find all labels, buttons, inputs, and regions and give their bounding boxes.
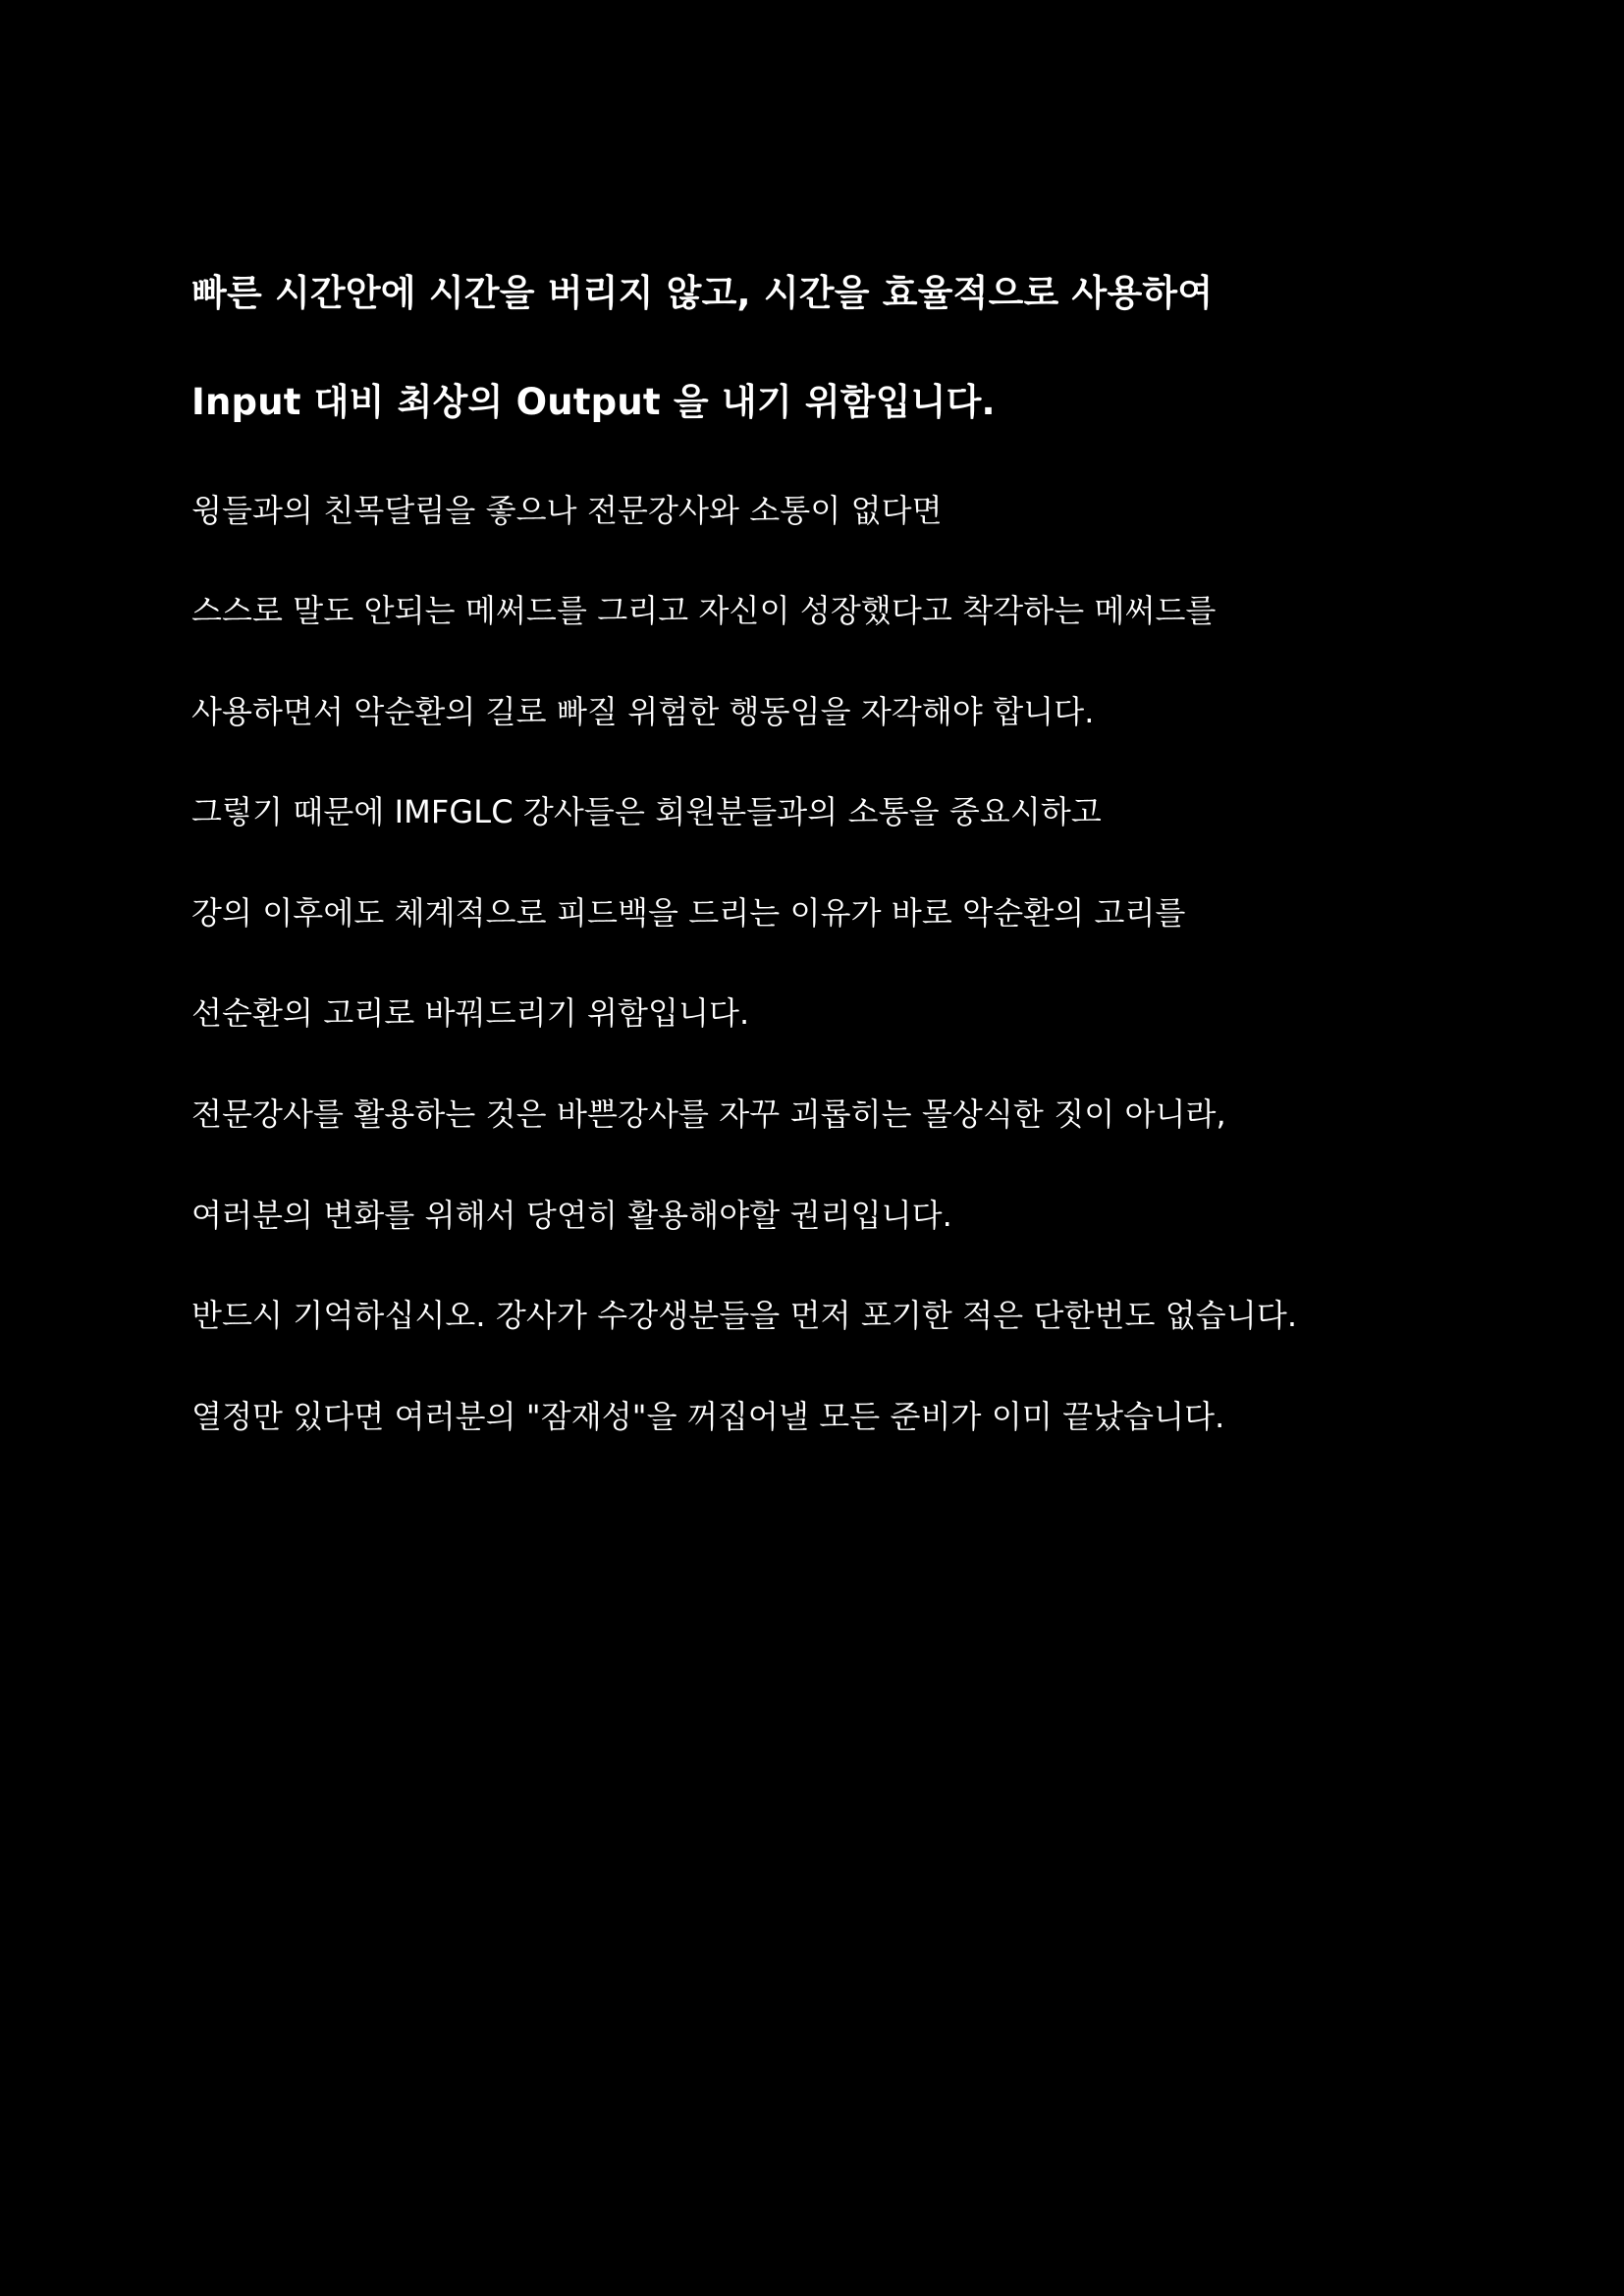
body-paragraph-6 — [191, 988, 1418, 1039]
paragraph-text: 사용하면서 악순환의 길로 빠질 위험한 행동임을 자각해야 합니다. — [191, 692, 1095, 730]
paragraph-text: 여러분의 변화를 위해서 당연히 활용해야할 권리입니다. — [191, 1196, 952, 1234]
body-paragraph-2 — [191, 586, 1418, 636]
body-paragraph-3 — [191, 687, 1418, 737]
body-paragraph-8 — [191, 1191, 1418, 1241]
paragraph-text: 열정만 있다면 여러분의 "잠재성"을 꺼집어낼 모든 준비가 이미 끝났습니다. — [191, 1397, 1225, 1435]
paragraph-text: 그렇기 때문에 IMFGLC 강사들은 회원분들과의 소통을 중요시하고 — [191, 793, 1102, 831]
body-paragraph-9 — [191, 1291, 1418, 1341]
body-paragraph-1 — [191, 486, 1418, 536]
paragraph-text: 전문강사를 활용하는 것은 바쁜강사를 자꾸 괴롭히는 몰상식한 짓이 아니라, — [191, 1095, 1226, 1133]
paragraph-text: Input 대비 최상의 Output 을 내기 위함입니다. — [191, 381, 996, 424]
body-paragraph-7 — [191, 1090, 1418, 1140]
body-paragraph-4 — [191, 787, 1418, 837]
lead-paragraph-1 — [191, 265, 1418, 321]
paragraph-text: 빠른 시간안에 시간을 버리지 않고, 시간을 효율적으로 사용하여 — [191, 272, 1214, 314]
paragraph-text: 스스로 말도 안되는 메써드를 그리고 자신이 성장했다고 착각하는 메써드를 — [191, 592, 1217, 630]
paragraph-text: 선순환의 고리로 바꿔드리기 위함입니다. — [191, 994, 750, 1033]
paragraph-text: 윙들과의 친목달림을 좋으나 전문강사와 소통이 없다면 — [191, 491, 943, 529]
body-paragraph-5 — [191, 888, 1418, 938]
paragraph-text: 강의 이후에도 체계적으로 피드백을 드리는 이유가 바로 악순환의 고리를 — [191, 893, 1186, 932]
paragraph-text: 반드시 기억하십시오. 강사가 수강생분들을 먼저 포기한 적은 단한번도 없습니다. — [191, 1297, 1298, 1335]
lead-paragraph-2 — [191, 374, 1418, 430]
body-paragraph-10 — [191, 1392, 1418, 1442]
